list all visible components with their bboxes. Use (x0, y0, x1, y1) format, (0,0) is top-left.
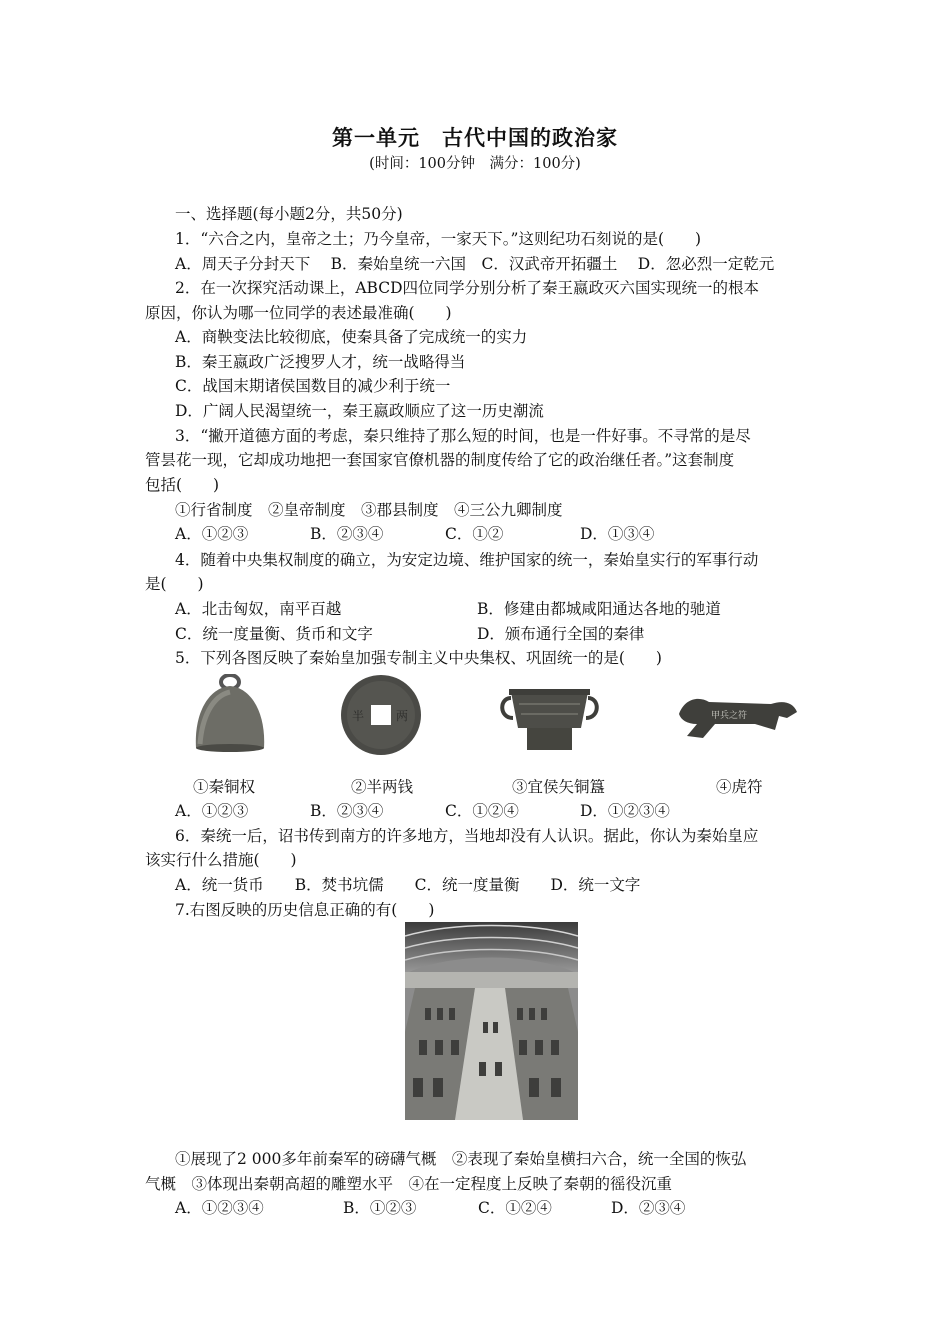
q5-option-c: C．①②④ (445, 802, 519, 820)
q4-stem-line1: 4．随着中央集权制度的确立，为安定边境、维护国家的统一，秦始皇实行的军事行动 (175, 551, 759, 569)
q2-option-d: D．广阔人民渴望统一，秦王嬴政顺应了这一历史潮流 (175, 402, 544, 420)
q7-option-d: D．②③④ (611, 1199, 686, 1217)
svg-text:半: 半 (352, 709, 365, 723)
q7-stem: 7.右图反映的历史信息正确的有( ) (175, 901, 435, 919)
q1-stem: 1．“六合之内，皇帝之土；乃今皇帝，一家天下。”这则纪功石刻说的是( ) (175, 230, 702, 248)
q4-option-b: B．修建由都城咸阳通达各地的驰道 (477, 600, 721, 618)
terracotta-army-photo (405, 922, 578, 1120)
caption-gui-vessel: ③宜侯矢铜簋 (512, 778, 606, 796)
page-title: 第一单元 古代中国的政治家 (332, 125, 618, 150)
q7-option-c: C．①②④ (478, 1199, 552, 1217)
q5-option-a: A．①②③ (175, 802, 249, 820)
banliang-coin-image (340, 674, 422, 756)
q6-stem-line2: 该实行什么措施( ) (145, 851, 297, 869)
q2-option-b: B．秦王嬴政广泛搜罗人才，统一战略得当 (175, 353, 466, 371)
q5-option-b: B．②③④ (310, 802, 384, 820)
caption-tiger-tally: ④虎符 (716, 778, 763, 796)
q7-option-b: B．①②③ (343, 1199, 417, 1217)
q6-stem-line1: 6．秦统一后，诏书传到南方的许多地方，当地却没有人认识。据此，你认为秦始皇应 (175, 827, 759, 845)
bronze-gui-vessel-image (497, 684, 602, 754)
q3-stem-line2: 管昙花一现，它却成功地把一套国家官僚机器的制度传给了它的政治继任者。”这套制度 (145, 451, 735, 469)
q4-option-c: C．统一度量衡、货币和文字 (175, 625, 373, 643)
q7-option-a: A．①②③④ (175, 1199, 264, 1217)
svg-text:甲兵之符: 甲兵之符 (711, 711, 748, 721)
caption-banliang-coin: ②半两钱 (351, 778, 414, 796)
q2-option-a: A．商鞅变法比较彻底，使秦具备了完成统一的实力 (175, 328, 528, 346)
q7-text-line2: 气概 ③体现出秦朝高超的雕塑水平 ④在一定程度上反映了秦朝的徭役沉重 (145, 1175, 673, 1193)
bronze-weight-image (190, 674, 270, 754)
section-heading: 一、选择题(每小题2分，共50分) (175, 205, 403, 223)
q6-options: A．统一货币 B．焚书坑儒 C．统一度量衡 D．统一文字 (175, 876, 641, 894)
q3-option-b: B．②③④ (310, 525, 384, 543)
page-subtitle: (时间：100分钟 满分：100分) (369, 156, 581, 172)
q4-option-d: D．颁布通行全国的秦律 (477, 625, 645, 643)
q5-option-d: D．①②③④ (580, 802, 670, 820)
q4-stem-line2: 是( ) (145, 575, 204, 593)
q7-text-line1: ①展现了2 000多年前秦军的磅礴气概 ②表现了秦始皇横扫六合，统一全国的恢弘 (175, 1150, 747, 1168)
q3-option-c: C．①② (445, 525, 504, 543)
svg-text:两: 两 (396, 709, 409, 723)
q4-option-a: A．北击匈奴，南平百越 (175, 600, 342, 618)
q3-items: ①行省制度 ②皇帝制度 ③郡县制度 ④三公九卿制度 (175, 501, 563, 519)
q5-stem: 5．下列各图反映了秦始皇加强专制主义中央集权、巩固统一的是( ) (175, 649, 662, 667)
q3-option-a: A．①②③ (175, 525, 249, 543)
q2-stem-line2: 原因，你认为哪一位同学的表述最准确( ) (145, 304, 452, 322)
q3-stem-line1: 3．“撇开道德方面的考虑，秦只维持了那么短的时间，也是一件好事。不寻常的是尽 (175, 427, 751, 445)
tiger-tally-image (675, 688, 800, 746)
q2-option-c: C．战国末期诸侯国数目的减少利于统一 (175, 377, 451, 395)
caption-bronze-weight: ①秦铜权 (193, 778, 256, 796)
q2-stem-line1: 2．在一次探究活动课上，ABCD四位同学分别分析了秦王嬴政灭六国实现统一的根本 (175, 279, 760, 297)
q3-stem-line3: 包括( ) (145, 476, 220, 494)
q1-options: A．周天子分封天下 B．秦始皇统一六国 C．汉武帝开拓疆土 D．忽必烈一定乾元 (175, 255, 775, 273)
q3-option-d: D．①③④ (580, 525, 655, 543)
